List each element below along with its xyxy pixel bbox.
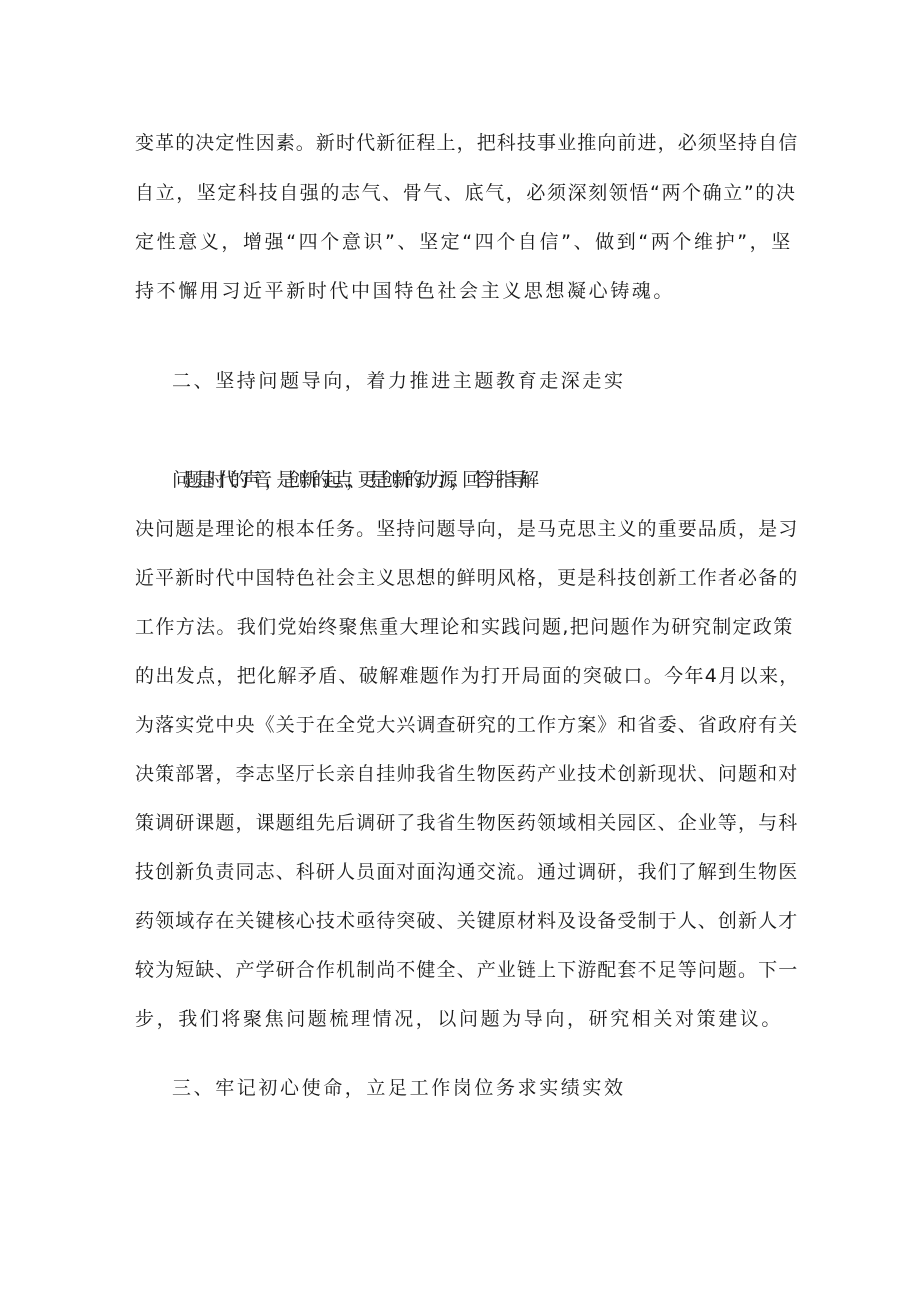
paragraph-2-line-11: 较为短缺、产学研合作机制尚不健全、产业链上下游配套不足等问题。下一 bbox=[135, 959, 799, 981]
paragraph-1-line-1: 变革的决定性因素。新时代新征程上，把科技事业推向前进，必须坚持自信 bbox=[135, 132, 799, 154]
paragraph-2-line-1: 问题是时代的声音，是创新的起点，更是创新的动力源，回答并指导解 bbox=[172, 469, 532, 491]
paragraph-2-line-12: 步，我们将聚焦问题梳理情况，以问题为导向，研究相关对策建议。 bbox=[135, 1008, 784, 1030]
paragraph-1-line-4: 持不懈用习近平新时代中国特色社会主义思想凝心铸魂。 bbox=[135, 280, 676, 302]
paragraph-2-line-5: 的出发点，把化解矛盾、破解难题作为打开局面的突破口。今年4月以来， bbox=[135, 665, 800, 687]
paragraph-2-line-2: 决问题是理论的根本任务。坚持问题导向，是马克思主义的重要品质，是习 bbox=[135, 518, 799, 540]
section-heading-3: 三、牢记初心使命，立足工作岗位务求实绩实效 bbox=[172, 1077, 626, 1099]
paragraph-2-line-10: 药领域存在关键核心技术亟待突破、关键原材料及设备受制于人、创新人才 bbox=[135, 910, 799, 932]
paragraph-2-line-7: 决策部署，李志坚厅长亲自挂帅我省生物医药产业技术创新现状、问题和对 bbox=[135, 763, 799, 785]
paragraph-2-line-4: 工作方法。我们党始终聚焦重大理论和实践问题,把问题作为研究制定政策 bbox=[135, 616, 794, 638]
paragraph-2-line-9: 技创新负责同志、科研人员面对面沟通交流。通过调研，我们了解到生物医 bbox=[135, 861, 799, 883]
section-heading-2: 二、坚持问题导向，着力推进主题教育走深走实 bbox=[172, 370, 626, 392]
paragraph-1-line-2: 自立，坚定科技自强的志气、骨气、底气，必须深刻领悟“两个确立”的决 bbox=[135, 182, 797, 204]
paragraph-2-line-8: 策调研课题，课题组先后调研了我省生物医药领域相关园区、企业等，与科 bbox=[135, 812, 799, 834]
paragraph-2-line-6: 为落实党中央《关于在全党大兴调查研究的工作方案》和省委、省政府有关 bbox=[135, 714, 799, 736]
paragraph-1-line-3: 定性意义，增强“四个意识”、坚定“四个自信”、做到“两个维护”，坚 bbox=[135, 231, 793, 253]
paragraph-2-line-3: 近平新时代中国特色社会主义思想的鲜明风格，更是科技创新工作者必备的 bbox=[135, 567, 799, 589]
